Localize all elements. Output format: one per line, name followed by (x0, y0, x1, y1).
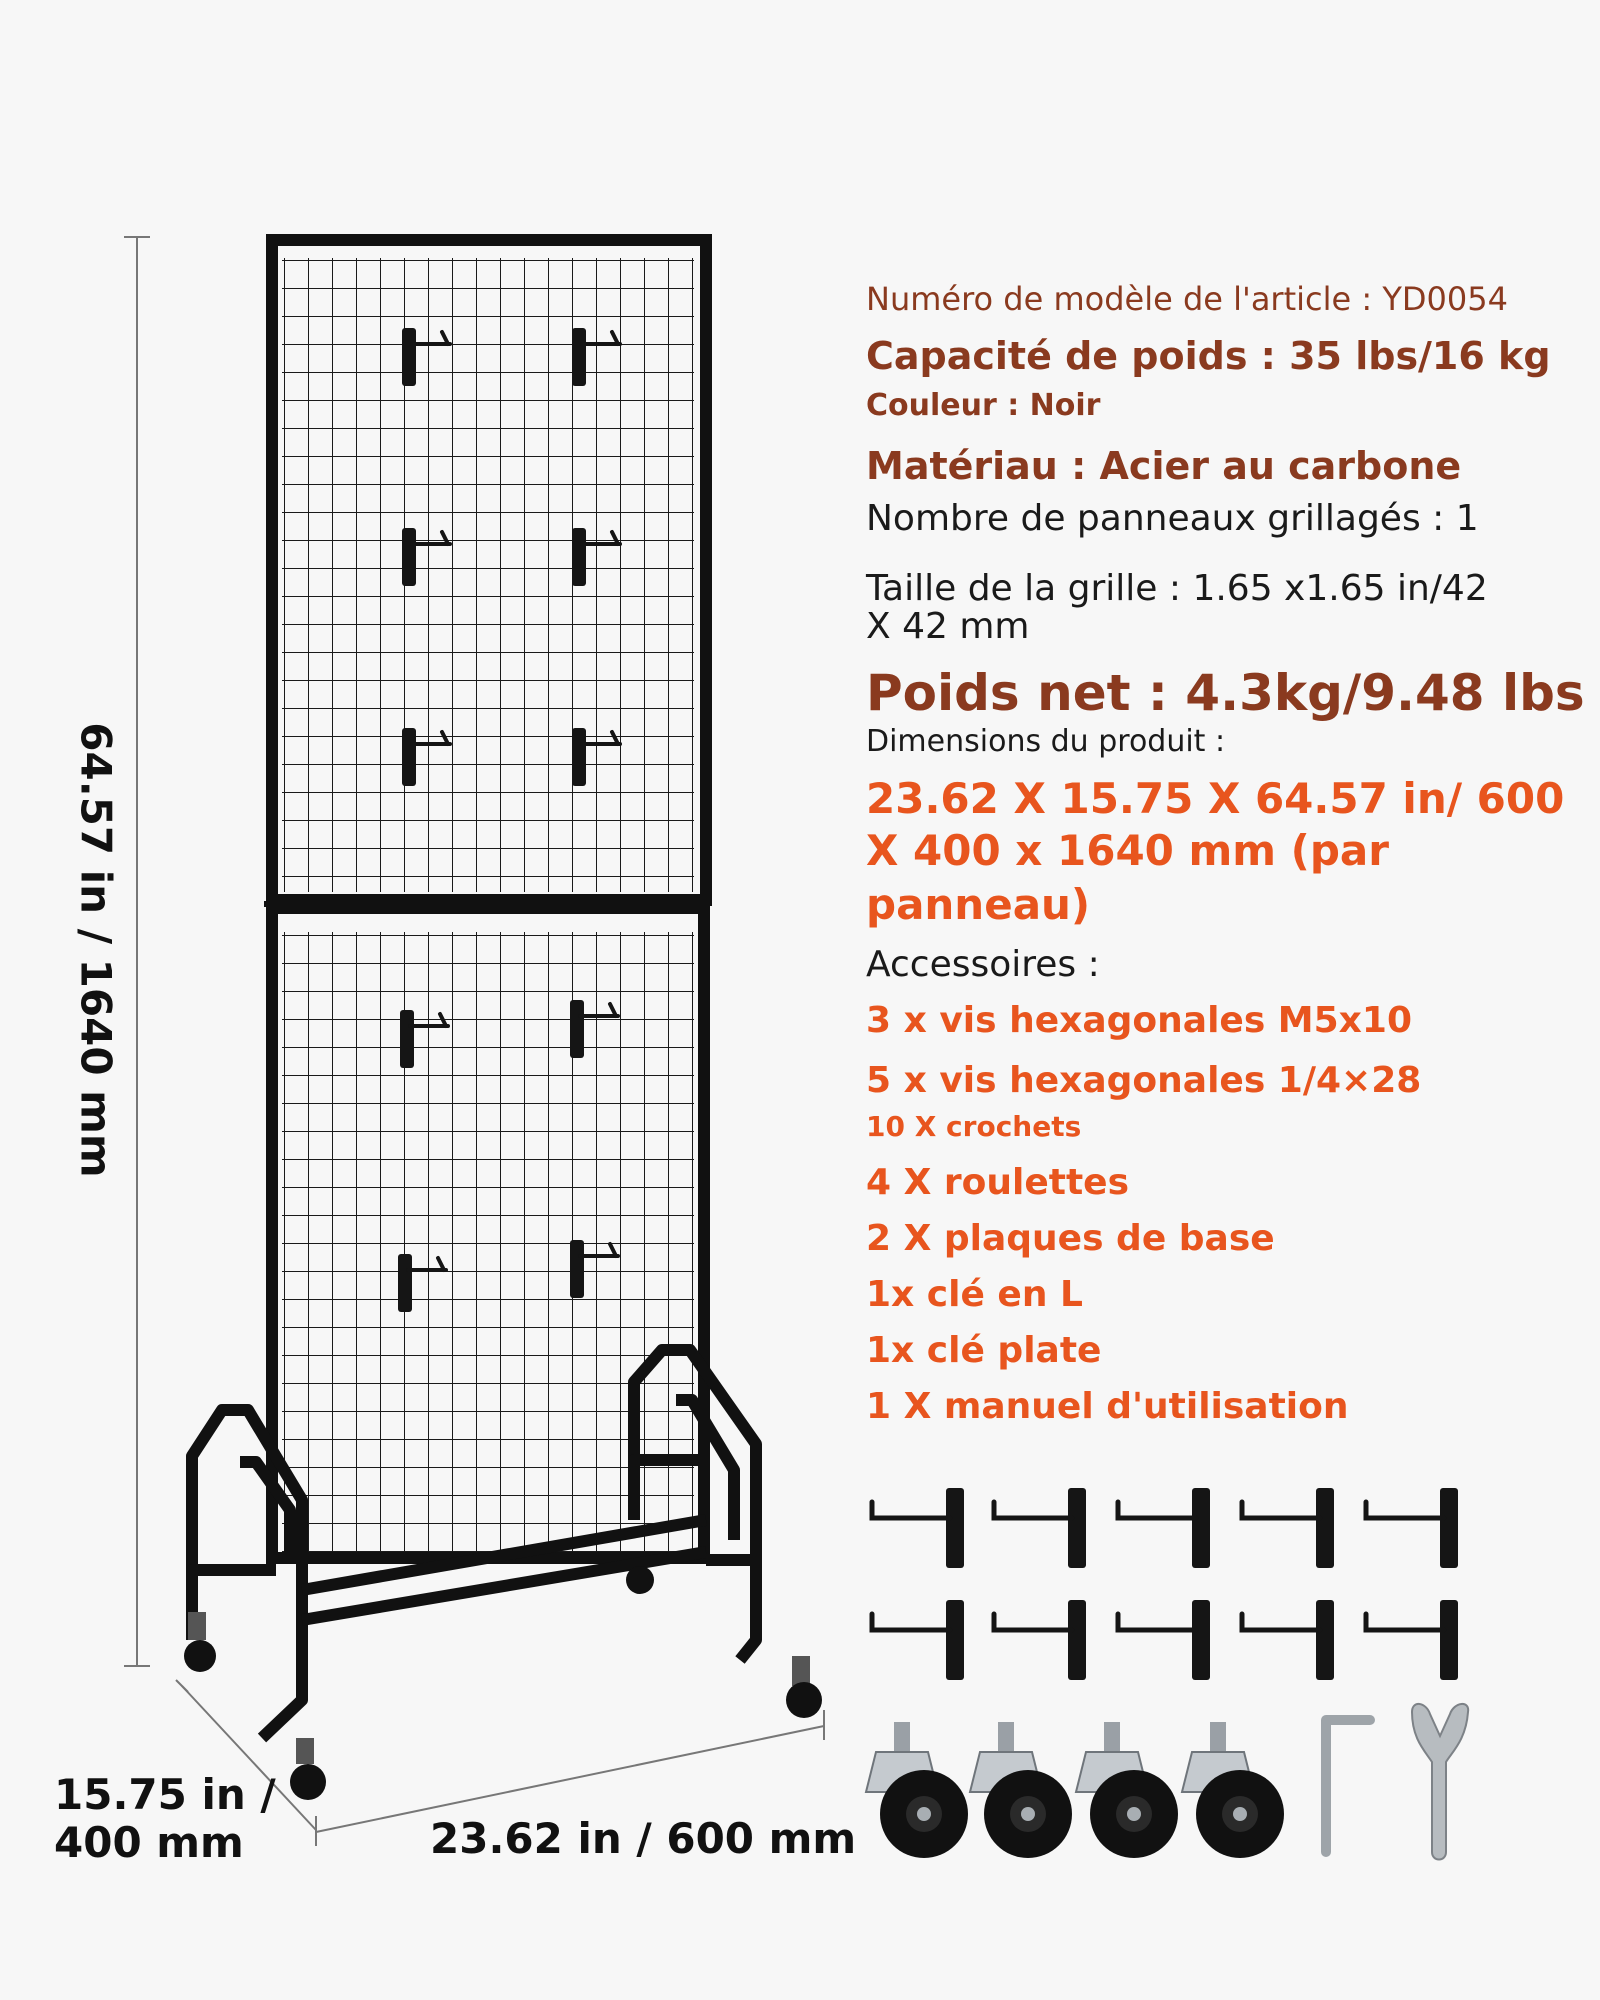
depth-label-line1: 15.75 in / (54, 1770, 276, 1819)
grid-panel-upper (282, 258, 694, 892)
depth-label-line2: 400 mm (54, 1818, 244, 1867)
spec-dimensions-line3: panneau) (866, 880, 1091, 929)
spec-net-weight: Poids net : 4.3kg/9.48 lbs (866, 664, 1585, 722)
accessory-hooks (872, 1488, 1458, 1680)
accessory-item: 5 x vis hexagonales 1/4×28 (866, 1060, 1422, 1101)
spec-color: Couleur : Noir (866, 388, 1101, 423)
accessory-casters (866, 1722, 1284, 1858)
accessory-item: 10 X crochets (866, 1110, 1082, 1143)
spec-accessories-label: Accessoires : (866, 944, 1100, 985)
accessory-item: 3 x vis hexagonales M5x10 (866, 1000, 1412, 1041)
width-label: 23.62 in / 600 mm (430, 1814, 857, 1863)
spec-panels: Nombre de panneaux grillagés : 1 (866, 498, 1479, 539)
spec-grid-size-line2: X 42 mm (866, 606, 1030, 647)
spec-capacity: Capacité de poids : 35 lbs/16 kg (866, 334, 1551, 378)
spec-dimensions-line1: 23.62 X 15.75 X 64.57 in/ 600 (866, 774, 1565, 823)
spec-grid-size-line1: Taille de la grille : 1.65 x1.65 in/42 (866, 568, 1488, 609)
spec-model: Numéro de modèle de l'article : YD0054 (866, 280, 1508, 318)
spec-material: Matériau : Acier au carbone (866, 444, 1462, 488)
spec-dimensions-label: Dimensions du produit : (866, 724, 1226, 759)
l-key-icon (1326, 1720, 1370, 1852)
accessory-item: 1x clé plate (866, 1330, 1102, 1371)
height-label: 64.57 in / 1640 mm (71, 722, 121, 1178)
accessory-item: 1 X manuel d'utilisation (866, 1386, 1349, 1427)
rack-caster (184, 1566, 822, 1800)
accessory-item: 4 X roulettes (866, 1162, 1130, 1203)
spec-dimensions-line2: X 400 x 1640 mm (par (866, 826, 1389, 875)
accessory-item: 1x clé en L (866, 1274, 1083, 1315)
flat-wrench-icon (1412, 1704, 1468, 1860)
height-dimension-line (124, 237, 150, 1666)
accessory-item: 2 X plaques de base (866, 1218, 1275, 1259)
